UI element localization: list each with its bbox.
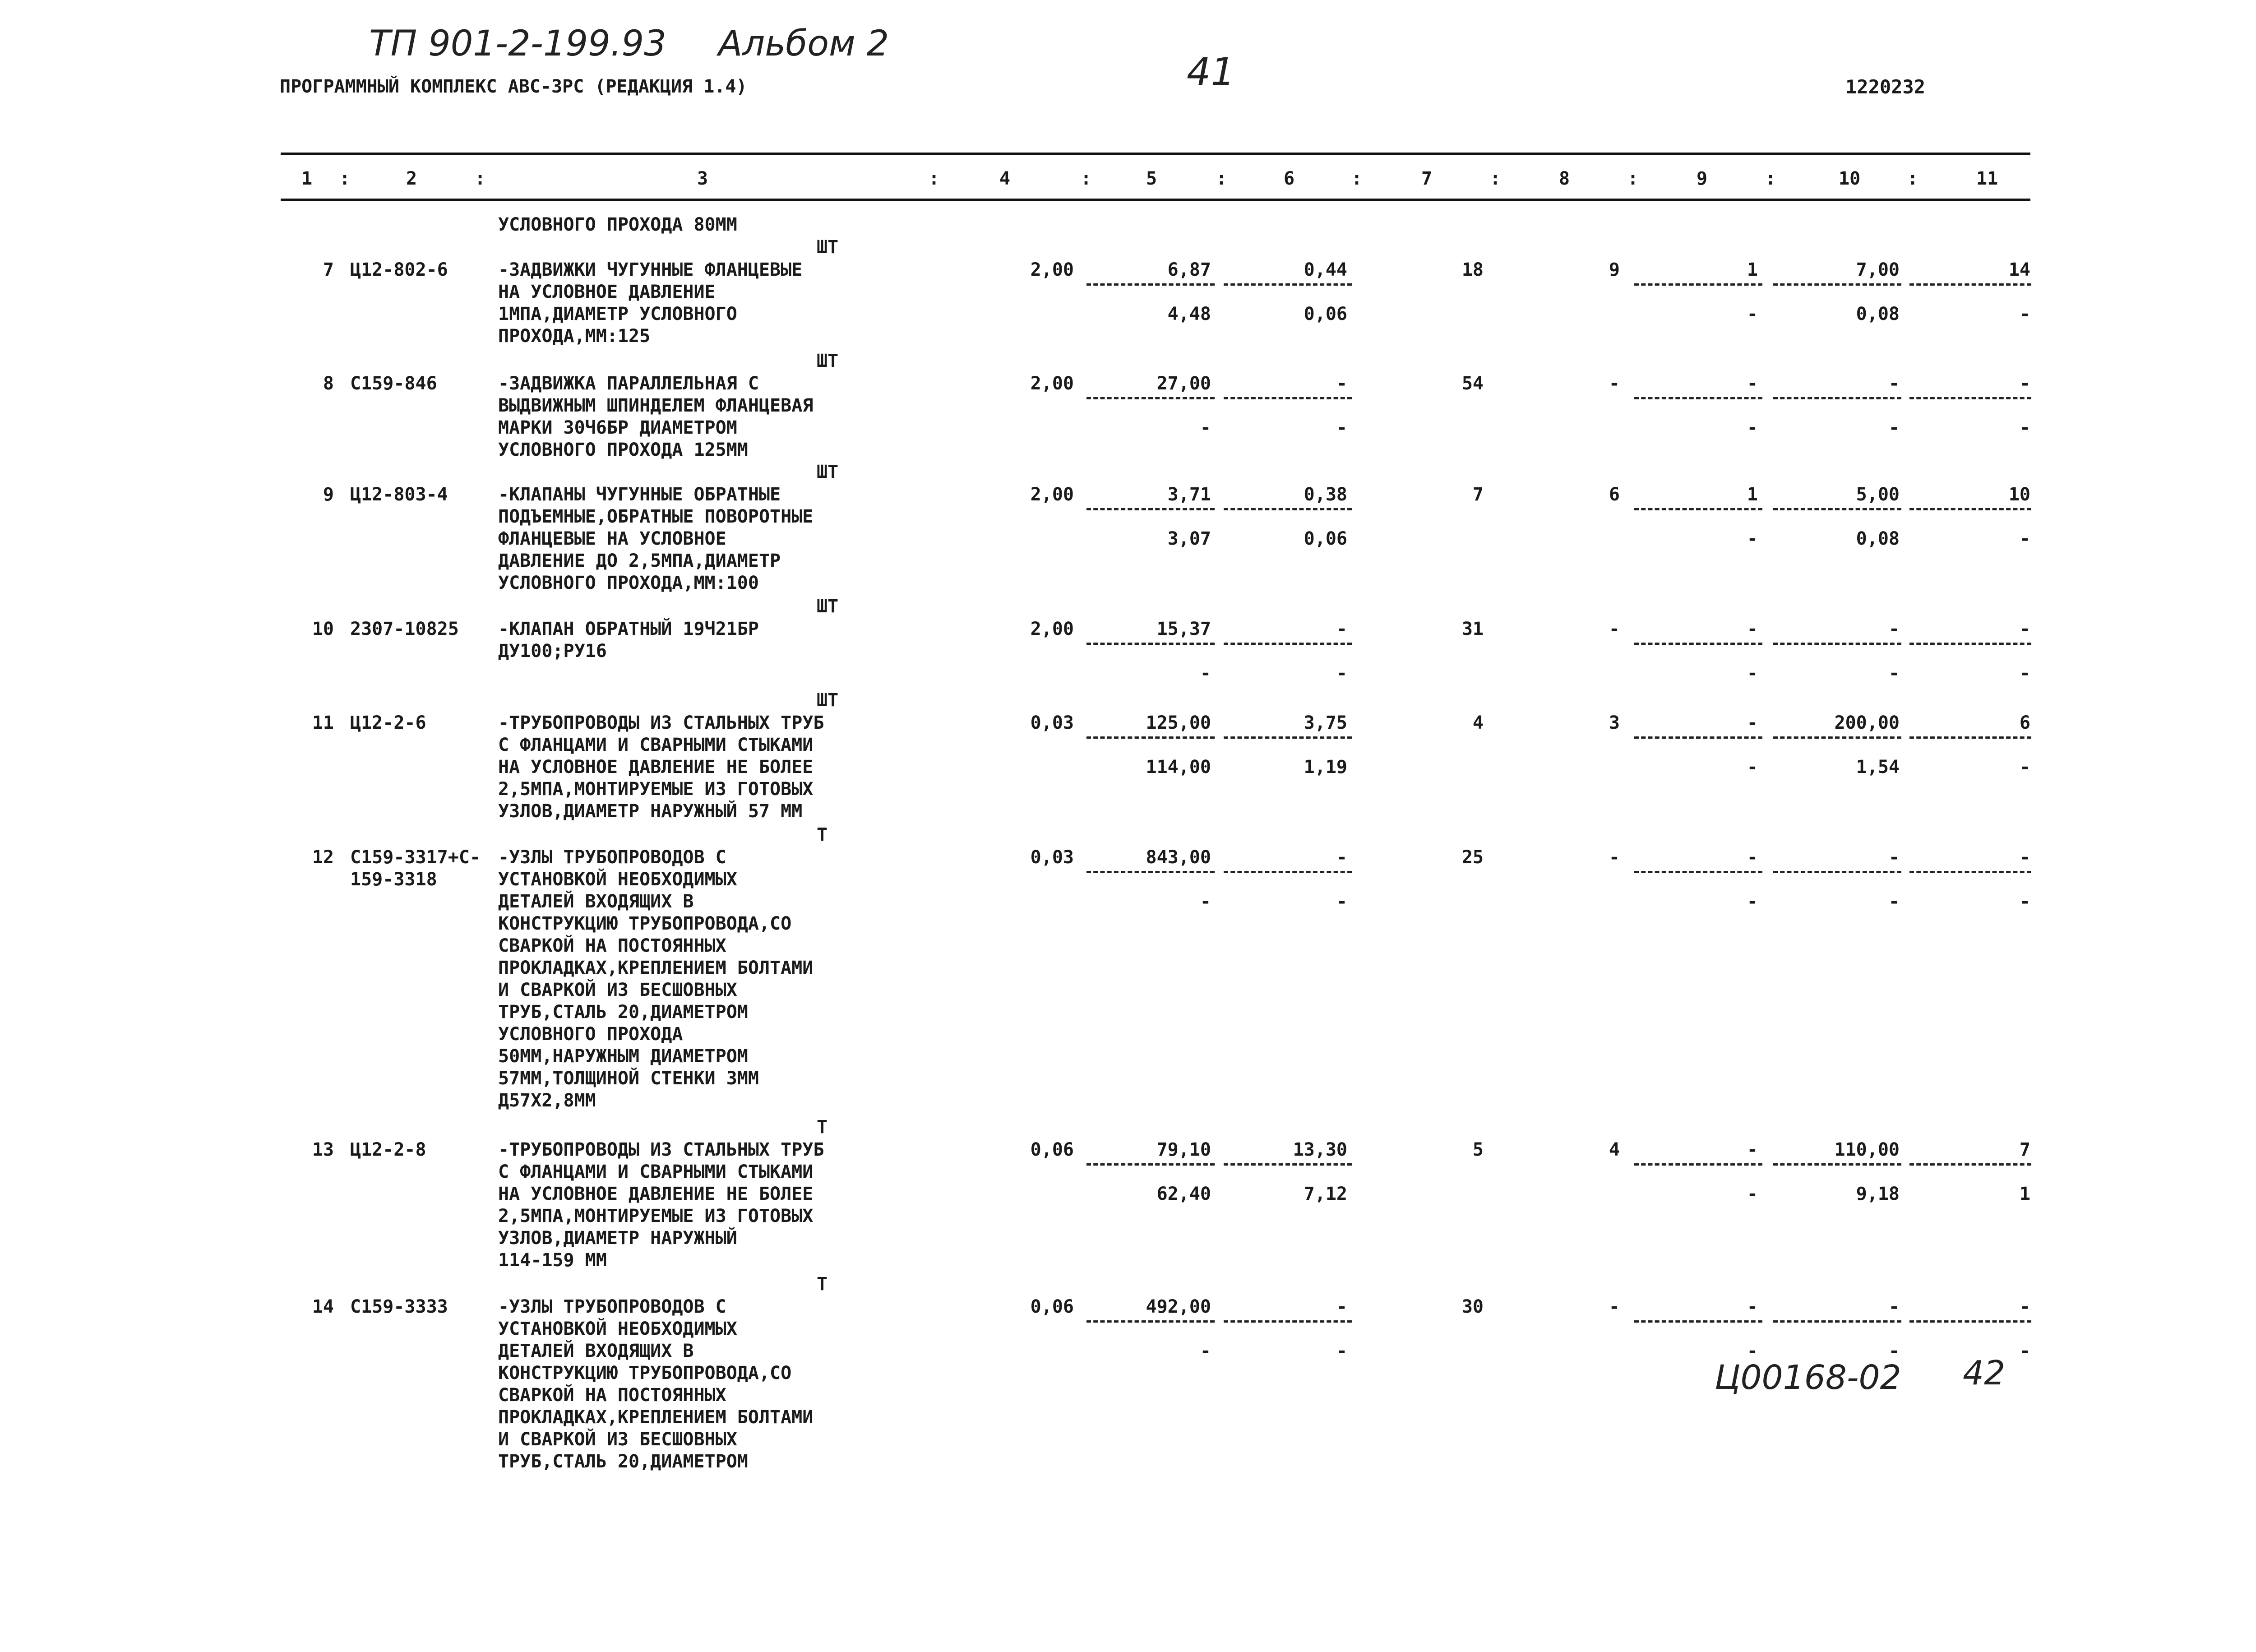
col5-value-sub: - bbox=[1200, 417, 1211, 438]
quantity-cell: 2,00 bbox=[1030, 373, 1074, 394]
column-header-8: 8 bbox=[1559, 168, 1570, 189]
col11-value: - bbox=[2019, 1296, 2030, 1317]
col5-value-sub: - bbox=[1200, 1341, 1211, 1361]
col8-value: - bbox=[1609, 373, 1620, 394]
carryover-text: УСЛОВНОГО ПРОХОДА 80ММ bbox=[498, 214, 737, 235]
resource-code: С159-3317+С- bbox=[350, 847, 481, 868]
fraction-line-col9 bbox=[1634, 1163, 1762, 1166]
fraction-line-col6 bbox=[1224, 1320, 1352, 1323]
fraction-line-col5 bbox=[1086, 508, 1215, 510]
col11-value-sub: - bbox=[2019, 663, 2030, 684]
resource-code: Ц12-2-6 bbox=[350, 713, 426, 733]
description-line: УЗЛОВ,ДИАМЕТР НАРУЖНЫЙ 57 ММ bbox=[498, 801, 803, 822]
col9-value: 1 bbox=[1747, 259, 1758, 280]
col7-value: 30 bbox=[1461, 1296, 1484, 1317]
description-line: -КЛАПАН ОБРАТНЫЙ 19Ч21БР bbox=[498, 619, 759, 639]
quantity-cell: 0,03 bbox=[1030, 847, 1074, 868]
column-separator: : bbox=[1490, 168, 1501, 189]
col7-value: 25 bbox=[1461, 847, 1484, 868]
col11-value-sub: - bbox=[2019, 757, 2030, 777]
col8-value: 9 bbox=[1609, 259, 1620, 280]
quantity-cell: 0,06 bbox=[1030, 1296, 1074, 1317]
col6-value: 0,38 bbox=[1304, 484, 1347, 505]
col11-value-sub: - bbox=[2019, 1341, 2030, 1361]
description-line: 2,5МПА,МОНТИРУЕМЫЕ ИЗ ГОТОВЫХ bbox=[498, 1206, 814, 1226]
description-line: УЗЛОВ,ДИАМЕТР НАРУЖНЫЙ bbox=[498, 1228, 737, 1249]
col5-value-sub: - bbox=[1200, 891, 1211, 912]
description-line: С ФЛАНЦАМИ И СВАРНЫМИ СТЫКАМИ bbox=[498, 1161, 814, 1182]
description-line: КОНСТРУКЦИЮ ТРУБОПРОВОДА,СО bbox=[498, 913, 792, 934]
column-header-7: 7 bbox=[1421, 168, 1433, 189]
fraction-line-col11 bbox=[1909, 397, 2031, 399]
col6-value: - bbox=[1336, 847, 1347, 868]
col10-value-sub: 9,18 bbox=[1856, 1184, 1900, 1204]
col8-value: 3 bbox=[1609, 713, 1620, 733]
column-separator: : bbox=[1081, 168, 1092, 189]
column-header-9: 9 bbox=[1697, 168, 1708, 189]
col7-value: 5 bbox=[1472, 1139, 1484, 1160]
description-line: УСТАНОВКОЙ НЕОБХОДИМЫХ bbox=[498, 869, 737, 890]
description-line: -ТРУБОПРОВОДЫ ИЗ СТАЛЬНЫХ ТРУБ bbox=[498, 713, 824, 733]
quantity-cell: 2,00 bbox=[1030, 484, 1074, 505]
col11-value-sub: - bbox=[2019, 304, 2030, 324]
col11-value: 10 bbox=[2008, 484, 2030, 505]
column-header-10: 10 bbox=[1839, 168, 1861, 189]
fraction-line-col10 bbox=[1773, 871, 1901, 873]
album-code: ТП 901-2-199.93 bbox=[369, 23, 666, 64]
resource-code: Ц12-803-4 bbox=[350, 484, 448, 505]
col5-value-sub: 114,00 bbox=[1146, 757, 1211, 777]
description-line: КОНСТРУКЦИЮ ТРУБОПРОВОДА,СО bbox=[498, 1363, 792, 1384]
description-line: НА УСЛОВНОЕ ДАВЛЕНИЕ НЕ БОЛЕЕ bbox=[498, 1184, 814, 1204]
column-separator: : bbox=[1627, 168, 1639, 189]
col11-value-sub: 1 bbox=[2019, 1184, 2030, 1204]
col8-value: 4 bbox=[1609, 1139, 1620, 1160]
col5-value-sub: - bbox=[1200, 663, 1211, 684]
col11-value: 6 bbox=[2019, 713, 2030, 733]
unit-label: Т bbox=[817, 1117, 828, 1138]
table-top-rule bbox=[281, 153, 2030, 155]
col7-value: 7 bbox=[1472, 484, 1484, 505]
description-line: ДАВЛЕНИЕ ДО 2,5МПА,ДИАМЕТР bbox=[498, 551, 781, 571]
description-line: УСТАНОВКОЙ НЕОБХОДИМЫХ bbox=[498, 1319, 737, 1339]
fraction-line-col5 bbox=[1086, 397, 1215, 399]
row-number: 11 bbox=[312, 713, 334, 733]
col5-value: 492,00 bbox=[1146, 1296, 1211, 1317]
col5-value-sub: 3,07 bbox=[1167, 528, 1211, 549]
col9-value: - bbox=[1747, 619, 1758, 639]
col9-value-sub: - bbox=[1747, 417, 1758, 438]
col11-value-sub: - bbox=[2019, 417, 2030, 438]
col10-value-sub: - bbox=[1888, 891, 1900, 912]
description-line: -ЗАДВИЖКИ ЧУГУННЫЕ ФЛАНЦЕВЫЕ bbox=[498, 259, 803, 280]
col10-value: 110,00 bbox=[1834, 1139, 1900, 1160]
description-line: С ФЛАНЦАМИ И СВАРНЫМИ СТЫКАМИ bbox=[498, 735, 814, 755]
description-line: -УЗЛЫ ТРУБОПРОВОДОВ С bbox=[498, 847, 726, 868]
fraction-line-col10 bbox=[1773, 1320, 1901, 1323]
fraction-line-col11 bbox=[1909, 643, 2031, 645]
col5-value: 125,00 bbox=[1146, 713, 1211, 733]
fraction-line-col6 bbox=[1224, 736, 1352, 739]
fraction-line-col11 bbox=[1909, 283, 2031, 286]
col10-value: - bbox=[1888, 1296, 1900, 1317]
col11-value: - bbox=[2019, 373, 2030, 394]
description-line: ДЕТАЛЕЙ ВХОДЯЩИХ В bbox=[498, 1341, 694, 1361]
col5-value: 3,71 bbox=[1167, 484, 1211, 505]
row-number: 9 bbox=[323, 484, 334, 505]
quantity-cell: 0,06 bbox=[1030, 1139, 1074, 1160]
row-number: 14 bbox=[312, 1296, 334, 1317]
resource-code: 2307-10825 bbox=[350, 619, 459, 639]
fraction-line-col10 bbox=[1773, 643, 1901, 645]
row-number: 8 bbox=[323, 373, 334, 394]
col9-value-sub: - bbox=[1747, 1341, 1758, 1361]
fraction-line-col11 bbox=[1909, 1320, 2031, 1323]
column-header-1: 1 bbox=[301, 168, 313, 189]
description-line: ДЕТАЛЕЙ ВХОДЯЩИХ В bbox=[498, 891, 694, 912]
fraction-line-col9 bbox=[1634, 283, 1762, 286]
col7-value: 4 bbox=[1472, 713, 1484, 733]
col9-value-sub: - bbox=[1747, 304, 1758, 324]
resource-code-cont: 159-3318 bbox=[350, 869, 437, 890]
fraction-line-col5 bbox=[1086, 643, 1215, 645]
col6-value-sub: 0,06 bbox=[1304, 528, 1347, 549]
description-line: НА УСЛОВНОЕ ДАВЛЕНИЕ bbox=[498, 282, 716, 302]
description-line: СВАРКОЙ НА ПОСТОЯННЫХ bbox=[498, 1385, 726, 1406]
description-line: 114-159 ММ bbox=[498, 1250, 607, 1271]
description-line: ВЫДВИЖНЫМ ШПИНДЕЛЕМ ФЛАНЦЕВАЯ bbox=[498, 395, 814, 416]
col7-value: 54 bbox=[1461, 373, 1484, 394]
col6-value: - bbox=[1336, 373, 1347, 394]
col9-value-sub: - bbox=[1747, 1184, 1758, 1204]
col11-value: 14 bbox=[2008, 259, 2030, 280]
table-header-rule bbox=[281, 199, 2030, 201]
quantity-cell: 2,00 bbox=[1030, 619, 1074, 639]
col6-value-sub: 7,12 bbox=[1304, 1184, 1347, 1204]
col6-value-sub: - bbox=[1336, 891, 1347, 912]
column-header-4: 4 bbox=[999, 168, 1011, 189]
next-page-number: 42 bbox=[1963, 1354, 2006, 1393]
description-line: ТРУБ,СТАЛЬ 20,ДИАМЕТРОМ bbox=[498, 1451, 748, 1472]
inventory-code: Ц00168-02 bbox=[1715, 1358, 1901, 1397]
description-line: УСЛОВНОГО ПРОХОДА 125ММ bbox=[498, 440, 748, 460]
unit-label: ШТ bbox=[817, 351, 839, 371]
fraction-line-col9 bbox=[1634, 397, 1762, 399]
column-header-3: 3 bbox=[697, 168, 708, 189]
col5-value: 843,00 bbox=[1146, 847, 1211, 868]
row-number: 13 bbox=[312, 1139, 334, 1160]
col11-value-sub: - bbox=[2019, 891, 2030, 912]
column-separator: : bbox=[1216, 168, 1227, 189]
resource-code: С159-3333 bbox=[350, 1296, 448, 1317]
col8-value: 6 bbox=[1609, 484, 1620, 505]
row-number: 7 bbox=[323, 259, 334, 280]
quantity-cell: 2,00 bbox=[1030, 259, 1074, 280]
description-line: ТРУБ,СТАЛЬ 20,ДИАМЕТРОМ bbox=[498, 1002, 748, 1023]
col6-value-sub: - bbox=[1336, 663, 1347, 684]
col9-value: - bbox=[1747, 847, 1758, 868]
col11-value: - bbox=[2019, 619, 2030, 639]
col8-value: - bbox=[1609, 847, 1620, 868]
fraction-line-col10 bbox=[1773, 508, 1901, 510]
description-line: -УЗЛЫ ТРУБОПРОВОДОВ С bbox=[498, 1296, 726, 1317]
unit-label: ШТ bbox=[817, 462, 839, 482]
col6-value-sub: 1,19 bbox=[1304, 757, 1347, 777]
fraction-line-col6 bbox=[1224, 643, 1352, 645]
resource-code: Ц12-802-6 bbox=[350, 259, 448, 280]
fraction-line-col5 bbox=[1086, 1163, 1215, 1166]
col6-value: - bbox=[1336, 1296, 1347, 1317]
col6-value: 3,75 bbox=[1304, 713, 1347, 733]
col6-value: 0,44 bbox=[1304, 259, 1347, 280]
unit-label: ШТ bbox=[817, 690, 839, 711]
description-line: -КЛАПАНЫ ЧУГУННЫЕ ОБРАТНЫЕ bbox=[498, 484, 781, 505]
description-line: ПОДЪЕМНЫЕ,ОБРАТНЫЕ ПОВОРОТНЫЕ bbox=[498, 506, 814, 527]
col7-value: 18 bbox=[1461, 259, 1484, 280]
fraction-line-col10 bbox=[1773, 1163, 1901, 1166]
col9-value-sub: - bbox=[1747, 757, 1758, 777]
col10-value: 200,00 bbox=[1834, 713, 1900, 733]
col9-value-sub: - bbox=[1747, 528, 1758, 549]
fraction-line-col5 bbox=[1086, 1320, 1215, 1323]
fraction-line-col6 bbox=[1224, 397, 1352, 399]
description-line: УСЛОВНОГО ПРОХОДА bbox=[498, 1024, 683, 1045]
row-number: 10 bbox=[312, 619, 334, 639]
fraction-line-col10 bbox=[1773, 397, 1901, 399]
col10-value: - bbox=[1888, 619, 1900, 639]
page-number: 41 bbox=[1187, 50, 1235, 94]
fraction-line-col9 bbox=[1634, 1320, 1762, 1323]
fraction-line-col6 bbox=[1224, 508, 1352, 510]
col6-value: 13,30 bbox=[1293, 1139, 1347, 1160]
description-line: ПРОКЛАДКАХ,КРЕПЛЕНИЕМ БОЛТАМИ bbox=[498, 958, 814, 978]
col6-value-sub: - bbox=[1336, 1341, 1347, 1361]
program-line: ПРОГРАММНЫЙ КОМПЛЕКС АВС-ЗРС (РЕДАКЦИЯ 1.4) bbox=[280, 76, 747, 97]
col10-value-sub: 0,08 bbox=[1856, 528, 1900, 549]
col9-value-sub: - bbox=[1747, 663, 1758, 684]
fraction-line-col9 bbox=[1634, 508, 1762, 510]
col6-value-sub: - bbox=[1336, 417, 1347, 438]
col6-value: - bbox=[1336, 619, 1347, 639]
col5-value: 79,10 bbox=[1156, 1139, 1211, 1160]
col10-value: 7,00 bbox=[1856, 259, 1900, 280]
fraction-line-col11 bbox=[1909, 871, 2031, 873]
fraction-line-col9 bbox=[1634, 736, 1762, 739]
description-line: 2,5МПА,МОНТИРУЕМЫЕ ИЗ ГОТОВЫХ bbox=[498, 779, 814, 800]
unit-label: ШТ bbox=[817, 237, 839, 258]
col10-value: - bbox=[1888, 373, 1900, 394]
col9-value: - bbox=[1747, 713, 1758, 733]
col10-value-sub: - bbox=[1888, 663, 1900, 684]
fraction-line-col11 bbox=[1909, 736, 2031, 739]
description-line: И СВАРКОЙ ИЗ БЕСШОВНЫХ bbox=[498, 980, 737, 1000]
description-line: НА УСЛОВНОЕ ДАВЛЕНИЕ НЕ БОЛЕЕ bbox=[498, 757, 814, 777]
column-header-11: 11 bbox=[1976, 168, 1998, 189]
column-separator: : bbox=[1351, 168, 1363, 189]
resource-code: Ц12-2-8 bbox=[350, 1139, 426, 1160]
column-header-6: 6 bbox=[1284, 168, 1295, 189]
col9-value: - bbox=[1747, 1296, 1758, 1317]
fraction-line-col6 bbox=[1224, 1163, 1352, 1166]
column-separator: : bbox=[475, 168, 486, 189]
col5-value-sub: 4,48 bbox=[1167, 304, 1211, 324]
description-line: ПРОКЛАДКАХ,КРЕПЛЕНИЕМ БОЛТАМИ bbox=[498, 1407, 814, 1428]
col10-value-sub: - bbox=[1888, 1341, 1900, 1361]
description-line: -ЗАДВИЖКА ПАРАЛЛЕЛЬНАЯ С bbox=[498, 373, 759, 394]
fraction-line-col9 bbox=[1634, 643, 1762, 645]
col6-value-sub: 0,06 bbox=[1304, 304, 1347, 324]
unit-label: Т bbox=[817, 1274, 828, 1295]
col9-value: - bbox=[1747, 373, 1758, 394]
column-separator: : bbox=[929, 168, 940, 189]
col9-value: - bbox=[1747, 1139, 1758, 1160]
col11-value: - bbox=[2019, 847, 2030, 868]
description-line: ФЛАНЦЕВЫЕ НА УСЛОВНОЕ bbox=[498, 528, 726, 549]
col7-value: 31 bbox=[1461, 619, 1484, 639]
fraction-line-col6 bbox=[1224, 283, 1352, 286]
description-line: СВАРКОЙ НА ПОСТОЯННЫХ bbox=[498, 935, 726, 956]
col5-value: 27,00 bbox=[1156, 373, 1211, 394]
col9-value-sub: - bbox=[1747, 891, 1758, 912]
description-line: 50ММ,НАРУЖНЫМ ДИАМЕТРОМ bbox=[498, 1046, 748, 1067]
col10-value-sub: 1,54 bbox=[1856, 757, 1900, 777]
col10-value: - bbox=[1888, 847, 1900, 868]
fraction-line-col10 bbox=[1773, 736, 1901, 739]
column-separator: : bbox=[1907, 168, 1919, 189]
col10-value: 5,00 bbox=[1856, 484, 1900, 505]
col10-value-sub: 0,08 bbox=[1856, 304, 1900, 324]
fraction-line-col5 bbox=[1086, 283, 1215, 286]
col5-value: 6,87 bbox=[1167, 259, 1211, 280]
col8-value: - bbox=[1609, 1296, 1620, 1317]
col10-value-sub: - bbox=[1888, 417, 1900, 438]
fraction-line-col10 bbox=[1773, 283, 1901, 286]
col5-value-sub: 62,40 bbox=[1156, 1184, 1211, 1204]
col5-value: 15,37 bbox=[1156, 619, 1211, 639]
row-number: 12 bbox=[312, 847, 334, 868]
unit-label: ШТ bbox=[817, 596, 839, 617]
fraction-line-col11 bbox=[1909, 1163, 2031, 1166]
fraction-line-col5 bbox=[1086, 871, 1215, 873]
description-line: 1МПА,ДИАМЕТР УСЛОВНОГО bbox=[498, 304, 737, 324]
column-separator: : bbox=[1765, 168, 1776, 189]
description-line: ДУ100;РУ16 bbox=[498, 641, 607, 662]
col8-value: - bbox=[1609, 619, 1620, 639]
doc-code: 1220232 bbox=[1845, 76, 1926, 98]
col11-value-sub: - bbox=[2019, 528, 2030, 549]
fraction-line-col6 bbox=[1224, 871, 1352, 873]
col9-value: 1 bbox=[1747, 484, 1758, 505]
album-label: Альбом 2 bbox=[718, 23, 889, 64]
description-line: МАРКИ 30Ч6БР ДИАМЕТРОМ bbox=[498, 417, 737, 438]
column-separator: : bbox=[339, 168, 351, 189]
resource-code: С159-846 bbox=[350, 373, 437, 394]
fraction-line-col9 bbox=[1634, 871, 1762, 873]
quantity-cell: 0,03 bbox=[1030, 713, 1074, 733]
fraction-line-col5 bbox=[1086, 736, 1215, 739]
description-line: Д57Х2,8ММ bbox=[498, 1090, 596, 1111]
description-line: И СВАРКОЙ ИЗ БЕСШОВНЫХ bbox=[498, 1429, 737, 1450]
description-line: УСЛОВНОГО ПРОХОДА,ММ:100 bbox=[498, 573, 759, 593]
column-header-5: 5 bbox=[1146, 168, 1157, 189]
col11-value: 7 bbox=[2019, 1139, 2030, 1160]
fraction-line-col11 bbox=[1909, 508, 2031, 510]
column-header-2: 2 bbox=[406, 168, 417, 189]
description-line: ПРОХОДА,ММ:125 bbox=[498, 326, 651, 347]
unit-label: Т bbox=[817, 824, 828, 845]
description-line: 57ММ,ТОЛЩИНОЙ СТЕНКИ 3ММ bbox=[498, 1068, 759, 1089]
description-line: -ТРУБОПРОВОДЫ ИЗ СТАЛЬНЫХ ТРУБ bbox=[498, 1139, 824, 1160]
